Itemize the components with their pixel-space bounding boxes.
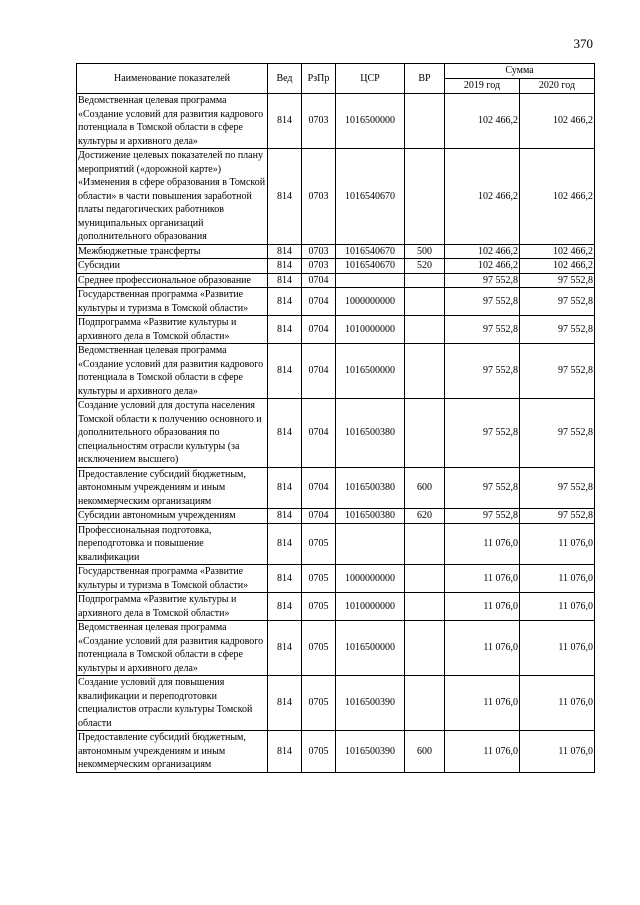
cell-csr: 1010000000 <box>336 316 405 344</box>
cell-2019: 97 552,8 <box>445 288 520 316</box>
cell-2019: 11 076,0 <box>445 565 520 593</box>
budget-table <box>76 63 595 773</box>
header-vr: ВР <box>405 64 445 94</box>
cell-name: Ведомственная целевая программа «Создание условий для развития кадрового потенциала в Томской области в сфере культуры и архивного дела» <box>77 94 268 149</box>
cell-2019: 97 552,8 <box>445 509 520 524</box>
cell-name: Предоставление субсидий бюджетным, автономным учреждениям и иным некоммерческим организациям <box>77 731 268 773</box>
cell-csr: 1000000000 <box>336 565 405 593</box>
cell-vr <box>405 676 445 731</box>
cell-csr: 1016500380 <box>336 467 405 509</box>
table-row <box>77 288 595 316</box>
cell-rzpr: 0704 <box>302 344 336 399</box>
cell-ved: 814 <box>268 676 302 731</box>
cell-rzpr: 0704 <box>302 399 336 468</box>
cell-vr <box>405 149 445 245</box>
cell-ved: 814 <box>268 565 302 593</box>
cell-2019: 102 466,2 <box>445 149 520 245</box>
cell-rzpr: 0705 <box>302 565 336 593</box>
cell-ved: 814 <box>268 593 302 621</box>
cell-name: Государственная программа «Развитие культуры и туризма в Томской области» <box>77 565 268 593</box>
cell-vr <box>405 621 445 676</box>
cell-ved: 814 <box>268 344 302 399</box>
cell-vr: 620 <box>405 509 445 524</box>
cell-csr: 1016500000 <box>336 94 405 149</box>
cell-2020: 11 076,0 <box>520 593 595 621</box>
cell-2019: 11 076,0 <box>445 593 520 621</box>
cell-vr <box>405 399 445 468</box>
cell-name: Среднее профессиональное образование <box>77 273 268 288</box>
cell-rzpr: 0704 <box>302 273 336 288</box>
cell-csr: 1016500000 <box>336 344 405 399</box>
cell-2020: 11 076,0 <box>520 731 595 773</box>
header-2019: 2019 год <box>445 79 520 94</box>
table-row <box>77 676 595 731</box>
cell-vr <box>405 593 445 621</box>
cell-name: Подпрограмма «Развитие культуры и архивного дела в Томской области» <box>77 316 268 344</box>
cell-2019: 11 076,0 <box>445 676 520 731</box>
cell-2020: 97 552,8 <box>520 288 595 316</box>
cell-vr <box>405 565 445 593</box>
cell-name: Ведомственная целевая программа «Создание условий для развития кадрового потенциала в Томской области в сфере культуры и архивного дела» <box>77 621 268 676</box>
table-row <box>77 621 595 676</box>
cell-csr: 1016540670 <box>336 259 405 274</box>
cell-csr: 1010000000 <box>336 593 405 621</box>
cell-csr: 1016500390 <box>336 731 405 773</box>
cell-vr <box>405 94 445 149</box>
cell-vr: 520 <box>405 259 445 274</box>
cell-2019: 97 552,8 <box>445 273 520 288</box>
cell-vr: 600 <box>405 731 445 773</box>
cell-2019: 11 076,0 <box>445 523 520 565</box>
cell-ved: 814 <box>268 273 302 288</box>
cell-name: Предоставление субсидий бюджетным, автономным учреждениям и иным некоммерческим организациям <box>77 467 268 509</box>
cell-2019: 97 552,8 <box>445 467 520 509</box>
table-row <box>77 565 595 593</box>
cell-rzpr: 0705 <box>302 593 336 621</box>
cell-vr <box>405 273 445 288</box>
table-row <box>77 244 595 259</box>
cell-ved: 814 <box>268 731 302 773</box>
cell-2019: 102 466,2 <box>445 94 520 149</box>
cell-rzpr: 0705 <box>302 676 336 731</box>
header-rzpr: РзПр <box>302 64 336 94</box>
cell-name: Достижение целевых показателей по плану мероприятий («дорожной карте») «Изменения в сфере образования в Томской области» в части повышения заработной платы педагогических работников муниципальных организаций дополнительного образования <box>77 149 268 245</box>
table-row <box>77 344 595 399</box>
cell-name: Профессиональная подготовка, переподготовка и повышение квалификации <box>77 523 268 565</box>
cell-csr: 1016500000 <box>336 621 405 676</box>
cell-csr <box>336 273 405 288</box>
header-2020: 2020 год <box>520 79 595 94</box>
cell-2020: 97 552,8 <box>520 509 595 524</box>
cell-rzpr: 0705 <box>302 731 336 773</box>
cell-2019: 11 076,0 <box>445 621 520 676</box>
cell-ved: 814 <box>268 467 302 509</box>
cell-rzpr: 0705 <box>302 523 336 565</box>
cell-rzpr: 0703 <box>302 149 336 245</box>
cell-vr <box>405 288 445 316</box>
table-body <box>77 94 595 773</box>
cell-2020: 97 552,8 <box>520 316 595 344</box>
cell-rzpr: 0703 <box>302 94 336 149</box>
cell-2020: 11 076,0 <box>520 523 595 565</box>
cell-vr <box>405 523 445 565</box>
table-row <box>77 523 595 565</box>
cell-ved: 814 <box>268 149 302 245</box>
cell-ved: 814 <box>268 523 302 565</box>
cell-vr <box>405 316 445 344</box>
cell-rzpr: 0703 <box>302 244 336 259</box>
cell-ved: 814 <box>268 288 302 316</box>
cell-2020: 102 466,2 <box>520 244 595 259</box>
cell-csr: 1000000000 <box>336 288 405 316</box>
cell-name: Ведомственная целевая программа «Создание условий для развития кадрового потенциала в Томской области в сфере культуры и архивного дела» <box>77 344 268 399</box>
table-row <box>77 273 595 288</box>
table-header <box>77 64 595 94</box>
cell-2020: 97 552,8 <box>520 273 595 288</box>
cell-ved: 814 <box>268 94 302 149</box>
cell-csr: 1016500380 <box>336 509 405 524</box>
cell-2019: 102 466,2 <box>445 259 520 274</box>
cell-name: Субсидии <box>77 259 268 274</box>
table-row <box>77 731 595 773</box>
cell-name: Субсидии автономным учреждениям <box>77 509 268 524</box>
table-row <box>77 467 595 509</box>
cell-2019: 102 466,2 <box>445 244 520 259</box>
cell-ved: 814 <box>268 259 302 274</box>
header-name: Наименование показателей <box>77 64 268 94</box>
header-ved: Вед <box>268 64 302 94</box>
cell-rzpr: 0703 <box>302 259 336 274</box>
cell-2019: 97 552,8 <box>445 316 520 344</box>
cell-csr <box>336 523 405 565</box>
table-row <box>77 399 595 468</box>
cell-2019: 11 076,0 <box>445 731 520 773</box>
cell-2020: 11 076,0 <box>520 565 595 593</box>
cell-2020: 102 466,2 <box>520 94 595 149</box>
cell-vr: 600 <box>405 467 445 509</box>
cell-2019: 97 552,8 <box>445 399 520 468</box>
header-csr: ЦСР <box>336 64 405 94</box>
cell-ved: 814 <box>268 509 302 524</box>
cell-2020: 11 076,0 <box>520 621 595 676</box>
cell-rzpr: 0704 <box>302 288 336 316</box>
cell-name: Создание условий для доступа населения Томской области к получению основного и дополнительного образования по специальностям отрасли культуры (за исключением высшего) <box>77 399 268 468</box>
cell-2020: 102 466,2 <box>520 149 595 245</box>
cell-name: Создание условий для повышения квалификации и переподготовки специалистов отрасли культуры Томской области <box>77 676 268 731</box>
cell-csr: 1016500390 <box>336 676 405 731</box>
table-row <box>77 149 595 245</box>
cell-name: Подпрограмма «Развитие культуры и архивного дела в Томской области» <box>77 593 268 621</box>
cell-2020: 11 076,0 <box>520 676 595 731</box>
cell-ved: 814 <box>268 399 302 468</box>
cell-2020: 102 466,2 <box>520 259 595 274</box>
cell-ved: 814 <box>268 621 302 676</box>
cell-name: Государственная программа «Развитие культуры и туризма в Томской области» <box>77 288 268 316</box>
table-row <box>77 316 595 344</box>
cell-name: Межбюджетные трансферты <box>77 244 268 259</box>
cell-2020: 97 552,8 <box>520 399 595 468</box>
cell-rzpr: 0704 <box>302 467 336 509</box>
cell-2019: 97 552,8 <box>445 344 520 399</box>
table-row <box>77 259 595 274</box>
table-row <box>77 593 595 621</box>
cell-rzpr: 0704 <box>302 316 336 344</box>
cell-2020: 97 552,8 <box>520 467 595 509</box>
table-row <box>77 94 595 149</box>
cell-ved: 814 <box>268 244 302 259</box>
cell-rzpr: 0705 <box>302 621 336 676</box>
cell-2020: 97 552,8 <box>520 344 595 399</box>
cell-csr: 1016540670 <box>336 149 405 245</box>
cell-vr <box>405 344 445 399</box>
table-row <box>77 509 595 524</box>
cell-vr: 500 <box>405 244 445 259</box>
cell-csr: 1016500380 <box>336 399 405 468</box>
cell-csr: 1016540670 <box>336 244 405 259</box>
header-sum: Сумма <box>445 64 595 79</box>
page-number: 370 <box>573 36 593 51</box>
cell-rzpr: 0704 <box>302 509 336 524</box>
cell-ved: 814 <box>268 316 302 344</box>
